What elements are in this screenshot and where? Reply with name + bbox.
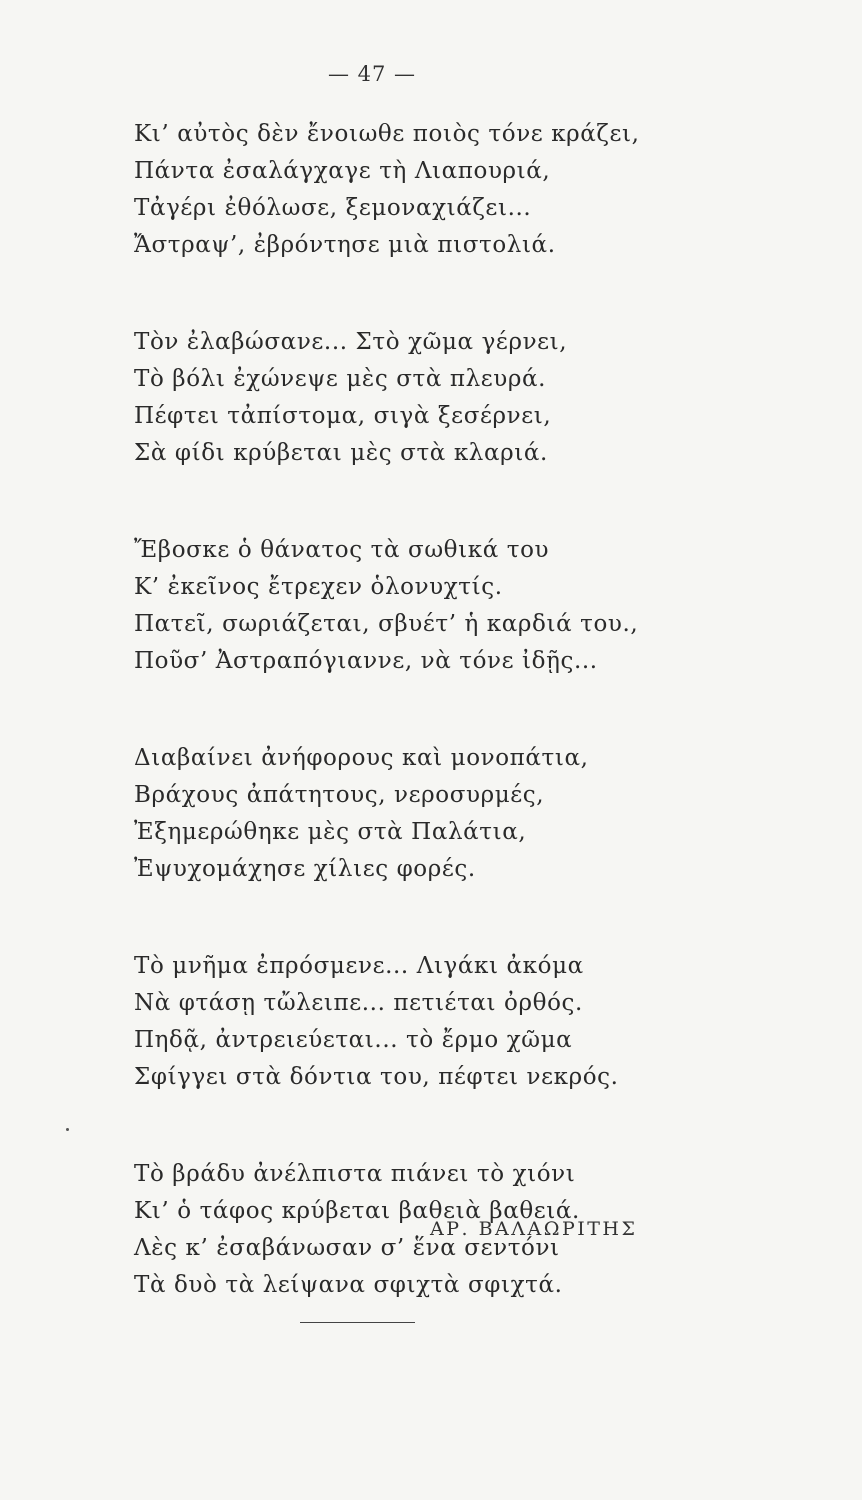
stanza-4 — [134, 740, 754, 888]
poem-line: Κι’ ὁ τάφος κρύβεται βαθειὰ βαθειά. — [134, 1198, 580, 1224]
poem-line: Ἔβοσκε ὁ θάνατος τὰ σωθικά του — [134, 537, 550, 563]
page-number: — 47 — — [327, 62, 417, 86]
poem-line: Ἐψυχομάχησε χίλιες φορές. — [134, 856, 476, 882]
stanza-5 — [134, 948, 754, 1096]
author-signature: ΑΡ. ΒΑΛΑΩΡΙΤΗΣ — [430, 1218, 638, 1240]
poem-line: Ποῦσ’ Ἀστραπόγιαννε, νὰ τόνε ἰδῇς... — [134, 648, 598, 674]
stray-ink-dot — [66, 1128, 69, 1131]
stanza-3 — [134, 532, 754, 680]
poem-line: Ἄστραψ’, ἐβρόντησε μιὰ πιστολιά. — [134, 232, 556, 258]
poem-line: Ἐξημερώθηκε μὲς στὰ Παλάτια, — [134, 819, 527, 845]
poem-line: Βράχους ἀπάτητους, νεροσυρμές, — [134, 782, 545, 808]
end-divider — [300, 1322, 415, 1323]
poem-line: Διαβαίνει ἀνήφορους καὶ μονοπάτια, — [134, 745, 589, 771]
poem-line: Τὸ βράδυ ἀνέλπιστα πιάνει τὸ χιόνι — [134, 1161, 576, 1187]
poem-line: Τὸ μνῆμα ἐπρόσμενε... Λιγάκι ἀκόμα — [134, 953, 584, 979]
poem-line: Νὰ φτάσῃ τὤλειπε... πετιέται ὀρθός. — [134, 990, 583, 1016]
poem — [134, 116, 754, 1304]
stanza-1 — [134, 116, 754, 264]
poem-line: Κι’ αὐτὸς δὲν ἔνοιωθε ποιὸς τόνε κράζει, — [134, 121, 640, 147]
poem-line: Σὰ φίδι κρύβεται μὲς στὰ κλαριά. — [134, 440, 548, 466]
poem-line: Πάντα ἐσαλάγχαγε τὴ Λιαπουριά, — [134, 158, 551, 184]
poem-line: Πατεῖ, σωριάζεται, σβυέτ’ ἡ καρδιά του., — [134, 611, 639, 637]
poem-line: Τὰ δυὸ τὰ λείψανα σφιχτὰ σφιχτά. — [134, 1272, 563, 1298]
poem-line: Σφίγγει στὰ δόντια του, πέφτει νεκρός. — [134, 1064, 619, 1090]
poem-line: Πηδᾷ, ἀντρειεύεται... τὸ ἔρμο χῶμα — [134, 1027, 573, 1053]
poem-line: Πέφτει τἀπίστομα, σιγὰ ξεσέρνει, — [134, 403, 552, 429]
poem-line: Τὸν ἐλαβώσανε... Στὸ χῶμα γέρνει, — [134, 329, 568, 355]
poem-line: Λὲς κ’ ἐσαβάνωσαν σ’ ἕνα σεντόνι — [134, 1235, 560, 1261]
poem-line: Κ’ ἐκεῖνος ἔτρεχεν ὁλονυχτίς. — [134, 574, 503, 600]
poem-line: Τἀγέρι ἐθόλωσε, ξεμοναχιάζει... — [134, 195, 532, 221]
poem-line: Τὸ βόλι ἐχώνεψε μὲς στὰ πλευρά. — [134, 366, 547, 392]
stanza-2 — [134, 324, 754, 472]
